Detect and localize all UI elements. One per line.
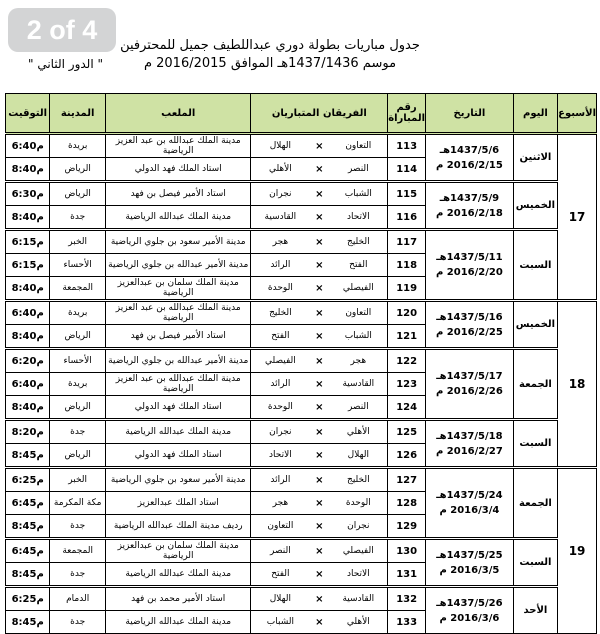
stadium-name: مدينة الملك عبدالله الرياضية [105,563,251,587]
match-number: 125 [388,420,426,444]
gregorian-date: 2016/2/20 م [435,267,503,278]
city-name: جدة [50,563,106,587]
match-number: 119 [388,277,426,301]
hijri-date: 1437/5/9هـ [439,192,500,204]
stadium-name: مدينة الملك سلمان بن عبدالعزيز الرياضية [105,277,251,301]
match-day: السبت [513,230,557,301]
match-row [6,182,597,206]
header-teams: الفريقان المتباريان [251,94,388,134]
gregorian-date: 2016/2/26 م [435,386,503,397]
stadium-name: استاد الملك فهد الدولي [105,396,251,420]
match-date [426,301,514,349]
versus-mark: × [309,301,329,325]
schedule-title: جدول مباريات بطولة دوري عبداللطيف جميل للمحترفين [120,38,420,53]
city-name: الأحساء [50,349,106,373]
match-day: السبت [513,420,557,468]
gregorian-date: 2016/2/25 م [435,326,503,338]
versus-mark: × [309,444,329,468]
header-stadium: الملعب [105,94,251,134]
match-number: 122 [388,349,426,373]
home-team: الاتحاد [329,563,387,587]
versus-mark: × [309,587,329,611]
away-team: الأهلي [251,158,309,182]
stadium-name: رديف مدينة الملك عبدالله الرياضية [105,515,251,539]
match-row [6,134,597,158]
versus-mark: × [309,206,329,230]
versus-mark: × [309,396,329,420]
city-name: الدمام [50,587,106,611]
home-team: القادسية [329,587,387,611]
versus-mark: × [309,468,329,492]
city-name: الخبر [50,230,106,254]
stadium-name: مدينة الأمير سعود بن جلوي الرياضية [105,468,251,492]
home-team: نجران [329,515,387,539]
match-row [6,468,597,492]
versus-mark: × [309,515,329,539]
week-number: 19 [558,468,597,634]
match-date [426,420,514,468]
kickoff-time: 8:45م [6,444,50,468]
kickoff-time: 8:40م [6,277,50,301]
match-number: 126 [388,444,426,468]
gregorian-date: 2016/2/15 م [435,159,503,171]
kickoff-time: 8:45م [6,563,50,587]
home-team: الوحدة [329,492,387,515]
away-team: الوحدة [251,396,309,420]
header-time: التوقيت [6,94,50,134]
stadium-name: استاد الملك فهد الدولي [105,158,251,182]
gregorian-date: 2016/3/6 م [439,612,500,624]
city-name: جدة [50,611,106,634]
stadium-name: استاد الأمير محمد بن فهد [105,587,251,611]
away-team: الشباب [251,611,309,634]
city-name: جدة [50,206,106,230]
hijri-date: 1437/5/25هـ [436,549,503,561]
match-number: 117 [388,230,426,254]
kickoff-time: 6:30م [6,182,50,206]
hijri-date: 1437/5/6هـ [439,144,500,156]
match-row [6,539,597,563]
city-name: بريدة [50,134,106,158]
kickoff-time: 6:45م [6,539,50,563]
city-name: الرياض [50,396,106,420]
home-team: هجر [329,349,387,373]
stadium-name: مدينة الملك سلمان بن عبدالعزيز الرياضية [105,539,251,563]
home-team: الفتح [329,254,387,277]
match-number: 128 [388,492,426,515]
stadium-name: مدينة الملك عبدالله بن عبد العزيز الرياضية [105,373,251,396]
away-team: الهلال [251,587,309,611]
week-number: 17 [558,134,597,301]
gregorian-date: 2016/2/18 م [435,207,503,219]
match-date [426,349,514,420]
stadium-name: مدينة الملك عبدالله بن عبد العزيز الرياضية [105,301,251,325]
stadium-name: مدينة الأمير عبدالله بن جلوي الرياضية [105,254,251,277]
match-number: 120 [388,301,426,325]
hijri-date: 1437/5/24هـ [436,490,503,501]
match-number: 113 [388,134,426,158]
hijri-date: 1437/5/11هـ [436,252,503,263]
city-name: جدة [50,420,106,444]
city-name: مكة المكرمة [50,492,106,515]
match-schedule-table [5,93,597,634]
stadium-name: مدينة الأمير سعود بن جلوي الرياضية [105,230,251,254]
schedule-body [6,134,597,634]
match-number: 133 [388,611,426,634]
match-row [6,349,597,373]
week-number: 18 [558,301,597,468]
stadium-name: مدينة الملك عبدالله بن عبد العزيز الرياضية [105,134,251,158]
match-row [6,587,597,611]
page-counter-badge: 2 of 4 [8,8,116,52]
kickoff-time: 8:40م [6,325,50,349]
kickoff-time: 6:45م [6,492,50,515]
kickoff-time: 6:25م [6,587,50,611]
away-team: الهلال [251,134,309,158]
match-number: 124 [388,396,426,420]
versus-mark: × [309,539,329,563]
season-subtitle: موسم 1437/1436هـ الموافق 2016/2015 م [143,56,397,71]
home-team: الأهلي [329,611,387,634]
kickoff-time: 6:15م [6,254,50,277]
city-name: بريدة [50,373,106,396]
match-date [426,230,514,301]
match-day: الخميس [513,182,557,230]
versus-mark: × [309,230,329,254]
city-name: بريدة [50,301,106,325]
away-team: التعاون [251,515,309,539]
away-team: الوحدة [251,277,309,301]
stadium-name: مدينة الملك عبدالله الرياضية [105,206,251,230]
kickoff-time: 6:40م [6,134,50,158]
match-row [6,301,597,325]
match-number: 123 [388,373,426,396]
stadium-name: استاد الملك فهد الدولي [105,444,251,468]
kickoff-time: 8:40م [6,158,50,182]
home-team: النصر [329,158,387,182]
home-team: الاتحاد [329,206,387,230]
away-team: الرائد [251,254,309,277]
away-team: الاتحاد [251,444,309,468]
kickoff-time: 8:40م [6,396,50,420]
city-name: الأحساء [50,254,106,277]
city-name: المجمعة [50,539,106,563]
away-team: النصر [251,539,309,563]
match-date [426,182,514,230]
versus-mark: × [309,325,329,349]
away-team: الرائد [251,373,309,396]
gregorian-date: 2016/3/4 م [439,505,500,516]
match-day: الجمعة [513,468,557,539]
kickoff-time: 6:15م [6,230,50,254]
match-number: 130 [388,539,426,563]
away-team: الخليج [251,301,309,325]
match-number: 127 [388,468,426,492]
versus-mark: × [309,420,329,444]
match-date [426,134,514,182]
hijri-date: 1437/5/16هـ [436,311,503,323]
home-team: الفيصلي [329,277,387,301]
away-team: هجر [251,230,309,254]
match-number: 116 [388,206,426,230]
versus-mark: × [309,349,329,373]
match-date [426,587,514,634]
city-name: المجمعة [50,277,106,301]
versus-mark: × [309,134,329,158]
away-team: الفتح [251,325,309,349]
stadium-name: مدينة الملك عبدالله الرياضية [105,420,251,444]
gregorian-date: 2016/2/27 م [435,445,503,457]
match-date [426,539,514,587]
header-week: الأسبوع [558,94,597,134]
match-number: 129 [388,515,426,539]
home-team: الخليج [329,468,387,492]
home-team: التعاون [329,134,387,158]
away-team: نجران [251,182,309,206]
home-team: الأهلي [329,420,387,444]
versus-mark: × [309,158,329,182]
match-day: الجمعة [513,349,557,420]
kickoff-time: 6:25م [6,468,50,492]
match-number: 121 [388,325,426,349]
match-row [6,420,597,444]
kickoff-time: 6:40م [6,373,50,396]
versus-mark: × [309,254,329,277]
city-name: جدة [50,515,106,539]
match-number: 114 [388,158,426,182]
match-number: 132 [388,587,426,611]
home-team: النصر [329,396,387,420]
header-day: اليوم [513,94,557,134]
away-team: الرائد [251,468,309,492]
match-row [6,230,597,254]
away-team: نجران [251,420,309,444]
home-team: الشباب [329,325,387,349]
city-name: الخبر [50,468,106,492]
gregorian-date: 2016/3/5 م [439,564,500,576]
table-header-row [6,94,597,134]
hijri-date: 1437/5/17هـ [436,371,503,382]
round-label: " الدور الثاني " [28,57,103,71]
hijri-date: 1437/5/18هـ [436,430,503,442]
hijri-date: 1437/5/26هـ [436,597,503,609]
home-team: القادسية [329,373,387,396]
versus-mark: × [309,182,329,206]
versus-mark: × [309,492,329,515]
away-team: الفيصلي [251,349,309,373]
home-team: التعاون [329,301,387,325]
kickoff-time: 8:40م [6,206,50,230]
match-day: الأحد [513,587,557,634]
versus-mark: × [309,373,329,396]
city-name: الرياض [50,158,106,182]
match-number: 131 [388,563,426,587]
stadium-name: مدينة الملك عبدالله الرياضية [105,611,251,634]
match-number: 118 [388,254,426,277]
match-date [426,468,514,539]
match-day: الخميس [513,301,557,349]
kickoff-time: 6:40م [6,301,50,325]
away-team: الفتح [251,563,309,587]
match-day: الاثنين [513,134,557,182]
city-name: الرياض [50,325,106,349]
away-team: هجر [251,492,309,515]
header-city: المدينة [50,94,106,134]
home-team: الهلال [329,444,387,468]
kickoff-time: 8:45م [6,515,50,539]
kickoff-time: 8:20م [6,420,50,444]
stadium-name: استاد الأمير فيصل بن فهد [105,182,251,206]
kickoff-time: 8:45م [6,611,50,634]
header-match-no: رقم المباراة [388,94,426,134]
match-number: 115 [388,182,426,206]
header-date: التاريخ [426,94,514,134]
versus-mark: × [309,277,329,301]
away-team: القادسية [251,206,309,230]
versus-mark: × [309,563,329,587]
home-team: الخليج [329,230,387,254]
home-team: الفيصلي [329,539,387,563]
stadium-name: استاد الملك عبدالعزيز [105,492,251,515]
kickoff-time: 6:20م [6,349,50,373]
city-name: الرياض [50,444,106,468]
home-team: الشباب [329,182,387,206]
stadium-name: مدينة الأمير عبدالله بن جلوي الرياضية [105,349,251,373]
versus-mark: × [309,611,329,634]
city-name: الرياض [50,182,106,206]
stadium-name: استاد الأمير فيصل بن فهد [105,325,251,349]
match-day: السبت [513,539,557,587]
